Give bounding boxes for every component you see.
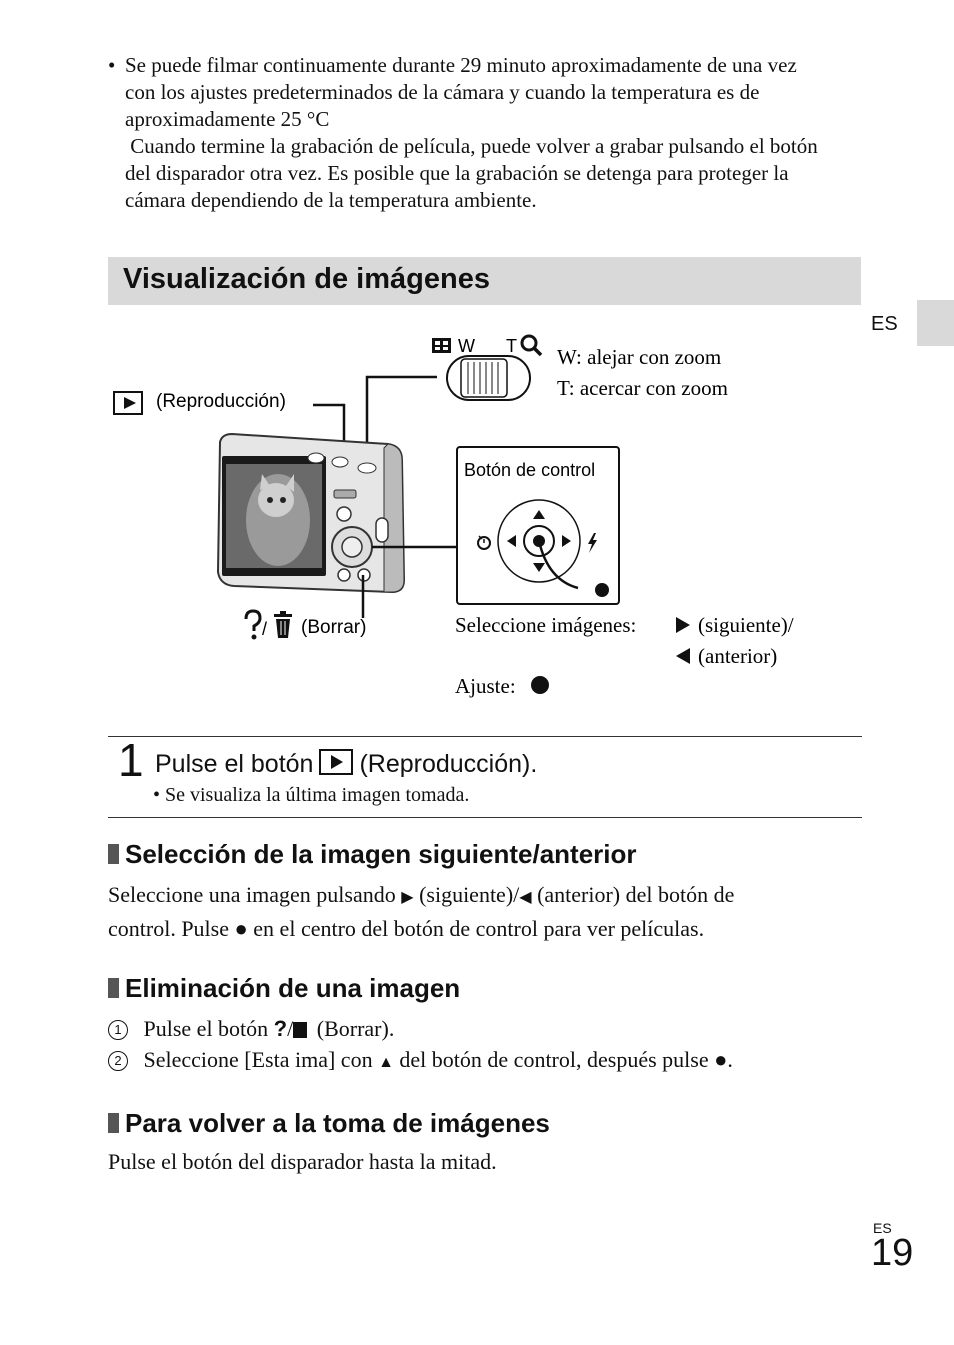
select-paragraph [108,879,868,944]
zoom-t-label: T [506,336,517,356]
playback-label: (Reproducción) [156,391,286,412]
center-dot-icon: ● [714,1047,728,1072]
text-span: (anterior) del botón de [537,882,735,907]
step-text-after: (Reproducción). [359,750,538,778]
text-span: Pulse el botón [143,1016,269,1041]
delete-step-1: 1 Pulse el botón ?/ (Borrar). [108,1013,868,1044]
delete-step-2 [108,1044,868,1078]
subsection-heading-delete [108,973,460,1004]
set-dot-icon [531,676,549,694]
heading-marker [108,978,119,998]
intro-line: Cuando termine la grabación de película, puede volver a grabar pulsando el botón [125,134,818,158]
zoom-lever [447,356,530,400]
delete-steps [108,1013,868,1078]
text-span: control. Pulse [108,916,229,941]
subsection-heading-select [108,839,637,870]
magnifier-icon [522,336,541,355]
subsection-title: Selección de la imagen siguiente/anterior [125,839,637,869]
text-span: del botón de control, después pulse [399,1047,709,1072]
control-box-title: Botón de control [464,460,596,480]
text-span: en el centro del botón de control para ver películas. [253,916,705,941]
help-icon [246,611,260,640]
language-tab-label: ES [871,313,898,335]
camera-diagram [108,330,868,710]
subsection-title: Para volver a la toma de imágenes [125,1108,550,1138]
playback-icon [114,392,142,414]
camera-illustration [218,434,404,592]
zoom-index-icon [432,338,451,353]
heading-marker [108,844,119,864]
next-label: (siguiente)/ [698,613,794,637]
step-instruction [155,749,537,779]
set-label: Ajuste: [455,674,516,698]
step-divider-top [108,736,862,737]
section-heading-bar [108,257,861,305]
text-span: Seleccione una imagen pulsando [108,882,396,907]
intro-line: con los ajustes predeterminados de la cámara y cuando la temperatura es de [125,80,760,104]
footer-lang: ES [873,1220,892,1236]
text-span: Seleccione [Esta ima] con [143,1047,373,1072]
section-title: Visualización de imágenes [123,263,490,295]
playback-icon [319,749,353,775]
next-arrow-icon: ▶ [401,889,414,906]
intro-line: Se puede filmar continuamente durante 29 minuto aproximadamente de una vez [125,53,797,77]
next-arrow-icon [676,617,690,633]
step-divider-bottom [108,817,862,818]
intro-line: aproximadamente 25 °C [125,107,330,131]
text-span: . [727,1047,733,1072]
step-number: 1 [118,734,144,786]
step-text-before: Pulse el botón [155,750,314,778]
center-dot-icon: ● [234,916,248,941]
page-number: 19 [871,1232,914,1274]
language-tab [917,300,954,346]
prev-arrow-icon [676,648,690,664]
up-arrow-icon: ▲ [378,1054,394,1071]
text-span: (siguiente)/ [419,882,520,907]
bullet-marker: • [108,53,116,77]
intro-bullet [108,52,868,214]
camera-diagram-svg [108,330,868,710]
zoom-w-label: W [458,336,475,356]
zoom-t-text: T: acercar con zoom [557,376,728,400]
subsection-heading-return [108,1108,550,1139]
select-label: Seleccione imágenes: [455,613,637,637]
zoom-w-text: W: alejar con zoom [557,345,722,369]
return-paragraph: Pulse el botón del disparador hasta la mitad. [108,1149,497,1174]
text-span: (Borrar). [316,1016,395,1041]
subsection-title: Eliminación de una imagen [125,973,461,1003]
step-circle-number: 2 [108,1051,128,1071]
trash-icon [274,611,292,638]
prev-label: (anterior) [698,644,778,668]
trash-icon [293,1022,307,1038]
set-dot-icon [595,583,609,597]
heading-marker [108,1113,119,1133]
prev-arrow-icon: ◀ [519,889,532,906]
slash-glyph: / [262,619,268,639]
intro-line: cámara dependiendo de la temperatura ambiente. [125,188,537,212]
help-icon: ? [273,1016,288,1041]
intro-line: del disparador otra vez. Es posible que la grabación se detenga para proteger la [125,161,789,185]
step-circle-number: 1 [108,1020,128,1040]
delete-label: (Borrar) [301,617,367,638]
step-sub-bullet: • Se visualiza la última imagen tomada. [153,784,470,806]
